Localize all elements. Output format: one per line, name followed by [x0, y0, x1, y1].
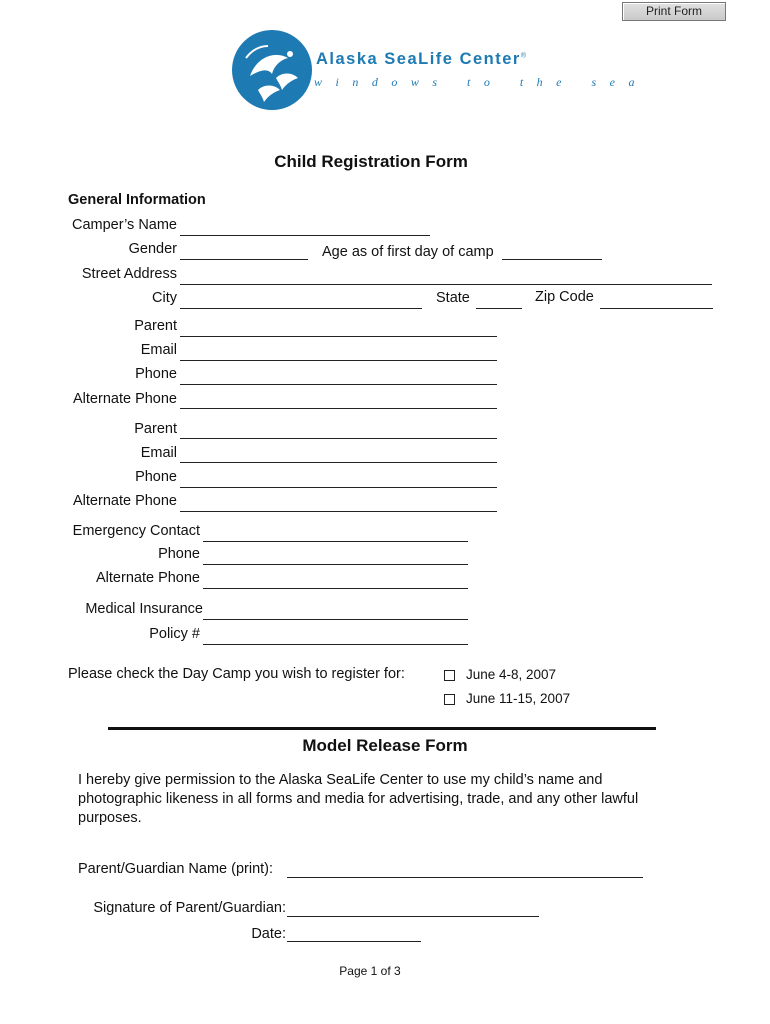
city-field[interactable] [180, 291, 422, 309]
medical-insurance-field[interactable] [203, 602, 468, 620]
parent1-phone-field[interactable] [180, 367, 497, 385]
logo [230, 28, 649, 112]
logo-tagline: windows to the sea [314, 75, 649, 89]
zip-code-label: Zip Code [535, 289, 594, 305]
emergency-phone-field[interactable] [203, 547, 468, 565]
parent1-phone-label: Phone [135, 366, 177, 382]
city-label: City [152, 290, 177, 306]
sealife-logo-icon [230, 28, 314, 112]
june-11-15-label: June 11-15, 2007 [466, 691, 571, 706]
parent2-email-label: Email [140, 445, 177, 461]
parent1-field[interactable] [180, 319, 497, 337]
general-information-heading: General Information [68, 192, 206, 208]
registered-mark: ® [520, 52, 528, 60]
street-address-field[interactable] [180, 267, 712, 285]
parent2-alt-phone-field[interactable] [180, 494, 497, 512]
campers-name-field[interactable] [180, 218, 430, 236]
age-field[interactable] [502, 242, 602, 260]
guardian-name-label: Parent/Guardian Name (print): [78, 861, 274, 877]
emergency-phone-label: Phone [158, 546, 200, 562]
logo-name-text: Alaska SeaLife Center [316, 50, 521, 68]
june-4-8-label: June 4-8, 2007 [466, 667, 557, 682]
guardian-name-field[interactable] [287, 860, 643, 878]
emergency-alt-phone-label: Alternate Phone [96, 570, 200, 586]
state-field[interactable] [476, 291, 522, 309]
parent1-alt-phone-field[interactable] [180, 391, 497, 409]
street-address-label: Street Address [81, 266, 177, 282]
emergency-alt-phone-field[interactable] [203, 571, 468, 589]
parent1-email-label: Email [140, 342, 177, 358]
policy-label: Policy # [149, 626, 200, 642]
parent2-field[interactable] [180, 421, 497, 439]
logo-name [316, 50, 528, 69]
guardian-signature-field[interactable] [287, 899, 539, 917]
parent2-label: Parent [134, 421, 177, 437]
emergency-contact-label: Emergency Contact [72, 523, 200, 539]
zip-code-field[interactable] [600, 291, 713, 309]
model-release-line-1: I hereby give permission to the Alaska SeaLife Center to use my child’s name and [78, 772, 603, 788]
parent1-email-field[interactable] [180, 343, 497, 361]
parent2-phone-label: Phone [135, 469, 177, 485]
policy-field[interactable] [203, 627, 468, 645]
gender-field[interactable] [180, 242, 308, 260]
emergency-contact-field[interactable] [203, 524, 468, 542]
campers-name-label: Camper’s Name [71, 217, 177, 233]
date-label: Date: [251, 926, 286, 942]
model-release-line-2: photographic likeness in all forms and media for advertising, trade, and any other lawful [78, 791, 639, 807]
parent1-alt-phone-label: Alternate Phone [73, 391, 177, 407]
guardian-signature-label: Signature of Parent/Guardian: [93, 900, 286, 916]
parent1-label: Parent [134, 318, 177, 334]
section-divider [108, 727, 656, 730]
parent2-phone-field[interactable] [180, 470, 497, 488]
model-release-line-3: purposes. [78, 810, 142, 826]
medical-insurance-label: Medical Insurance [85, 601, 203, 617]
june-11-15-checkbox[interactable] [444, 694, 455, 705]
day-camp-prompt: Please check the Day Camp you wish to register for: [68, 666, 405, 682]
date-field[interactable] [287, 924, 421, 942]
model-release-title: Model Release Form [302, 736, 468, 755]
page-number: Page 1 of 3 [339, 964, 401, 978]
form-title: Child Registration Form [274, 152, 468, 171]
print-form-button[interactable]: Print Form [622, 2, 726, 21]
june-4-8-checkbox[interactable] [444, 670, 455, 681]
parent2-email-field[interactable] [180, 445, 497, 463]
gender-label: Gender [128, 241, 177, 257]
state-label: State [436, 290, 470, 306]
age-label: Age as of first day of camp [322, 244, 494, 260]
parent2-alt-phone-label: Alternate Phone [73, 493, 177, 509]
